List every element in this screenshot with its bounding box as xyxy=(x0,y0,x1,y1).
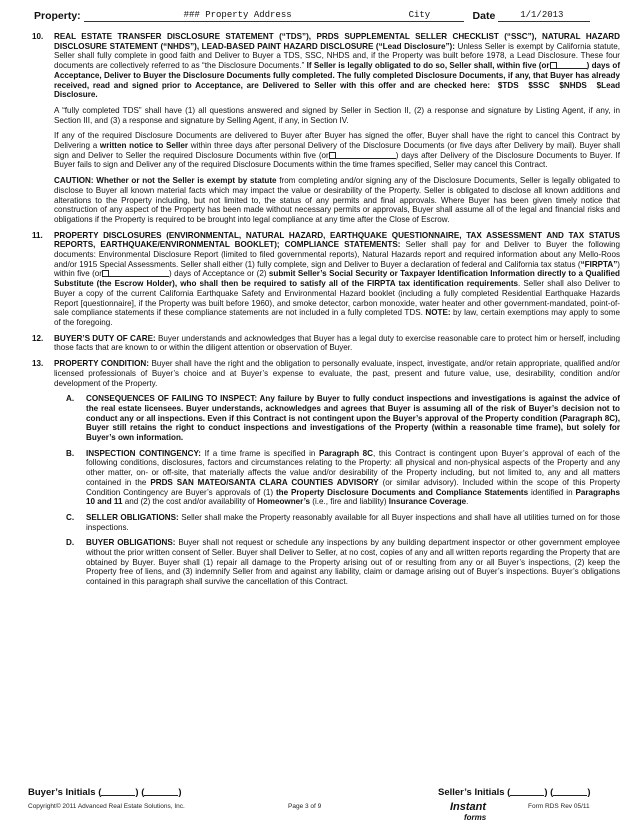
checkbox-label: TDS xyxy=(502,80,519,90)
text: Buyer shall not request or schedule any inspections by any building department inspector or other government employee without the prior written consent of Seller. Buyer shall Deliver to Seller, at no cost, copies of any and all written reports regarding the Property that are obtained by Buyer. Buyer shall (1) repair all damage to the Property arising out of or resulting from any or all Buyer’s inspections, (2) keep the Property free of liens, and (3) indemnify Seller from and against any liability, claim or damage arising out of Buyer’s inspections. Buyer’s obligations contained in this paragraph shall survive the cancellation of this Contract. xyxy=(86,538,620,587)
text-bold: CAUTION: Whether or not the Seller is exempt by statute xyxy=(54,176,277,186)
page-header xyxy=(34,10,614,26)
text: from completing and/or signing any of the Disclosure Documents, Seller is legally obligated to disclose to Buyer all known material facts which may impact the value or desirability of the Property. Seller is obligated to disclose all known additions and alterations to the Property including, but not limited to, the status of any permits and final approvals. Where Buyer has been given timely notice that construction of any aspect of the Property has been made without necessary permits or approvals, Buyer shall assume all of the legal and financial risks and obligations if the Property is required to be brought into legal compliance at any time after the Close of Escrow. xyxy=(54,176,620,224)
section-number: 12. xyxy=(32,333,44,343)
text-bold: INSPECTION CONTINGENCY: xyxy=(86,448,201,458)
section-number: 13. xyxy=(32,359,44,369)
text: If any of the required Disclosure Documents are delivered to Buyer after Buyer has signed the offer, Buyer shall have the right to cancel this Contract by Delivering a xyxy=(54,131,620,151)
property-address-value: ### Property Address xyxy=(183,10,292,20)
text-bold: the Property Disclosure Documents and Compliance Statements xyxy=(275,487,529,497)
checkbox[interactable] xyxy=(329,152,336,159)
text: (i.e., fire and liability) xyxy=(310,497,389,507)
logo-word-top: Instant xyxy=(450,801,487,813)
paragraph xyxy=(54,131,620,170)
text-bold: Homeowner’s xyxy=(256,497,311,507)
text: If a time frame is specified in xyxy=(201,448,320,458)
seller-initials-group: Seller’s Initials ( ) ( ) xyxy=(438,787,591,798)
checkbox-ssc[interactable]: $ xyxy=(528,80,533,90)
seller-initials-label: Seller’s Initials ( xyxy=(438,787,511,798)
text-bold: If Seller is legally obligated to do so, Seller shall, within five (or xyxy=(306,61,550,71)
checkbox-nhds[interactable]: $ xyxy=(559,80,564,90)
text: . Seller shall also Deliver to Buyer a copy of the current California Earthquake Safety and Environmental Hazard booklet (including a fully completed Residential Earthquake Hazards Report [questionnaire], if the Property was built before 1960), and smoke detector, carbon monoxide, water heater and other government-mandated, point-of-sale compliance statements if these compliance statements are not included in a fully completed TDS. xyxy=(54,279,620,318)
seller-initials-field-2[interactable] xyxy=(553,787,587,796)
city-value: City xyxy=(408,10,431,20)
text-bold: SELLER OBLIGATIONS: xyxy=(86,512,179,522)
checkbox-label: SSC xyxy=(532,80,550,90)
text-bold: Insurance Coverage xyxy=(388,497,467,507)
checkbox[interactable] xyxy=(550,62,557,69)
text: Seller shall pay for and Deliver to Buyer the following documents: Environmental Disclosure Report (limited to filed governmental reports), Natural Hazards report and required information about any Mello-Roos and/or 1915 Special Assessments. Seller shall either (1) fully complete, sign and Deliver to Buyer a declaration of federal and California tax status ( xyxy=(54,240,620,269)
page-number: Page 3 of 9 xyxy=(288,803,322,810)
checkbox-label: NHDS xyxy=(563,80,587,90)
text: within three days after personal Delivery of the Disclosure Documents (or five days after Delivery by mail). Buyer shall sign and Deliver to Seller the required Disclosure Documents within five (or xyxy=(54,141,620,160)
subsection-d xyxy=(64,538,620,587)
text-bold: BUYER OBLIGATIONS: xyxy=(86,538,176,548)
subsection-c xyxy=(64,513,620,532)
text: Buyer understands and acknowledges that Buyer has a legal duty to exercise reasonable care to protect him or herself, including those facts that are known to or within the diligent attention or observation of Buyer. xyxy=(54,333,620,353)
text-bold: Paragraphs 10 and 11 xyxy=(86,487,620,507)
form-revision: Form RDS Rev 05/11 xyxy=(528,803,590,810)
section-title: PROPERTY DISCLOSURES (ENVIRONMENTAL, NATURAL HAZARD, EARTHQUAKE QUESTIONNAIRE, TAX ASSESSMENT AND TAX STATUS REPORTS, EARTHQUAKE/ENVIRONMENTAL BOOKLET); COMPLIANCE STATEMENTS: xyxy=(54,230,620,250)
subsection-a xyxy=(64,394,620,443)
text-bold: CONSEQUENCES OF FAILING TO INSPECT: Any failure by Buyer to fully conduct inspections and investigations is against the advice of the real estate licensees. Buyer understands, acknowledges and agrees that Buyer is assuming all of the risk of Buyer’s decision not to conduct any or all inspections. Even if this Contract is not contingent upon the Buyer’s approval of the Property condition (Paragraph 8C), Buyer still retains the right to conduct inspections and investigations of the Property (within a reasonable time frame), but solely for Buyer’s own information. xyxy=(86,394,620,443)
text: and (2) the cost and/or availability of xyxy=(122,497,257,507)
subsection-letter: D. xyxy=(66,538,75,548)
blank-days[interactable] xyxy=(336,151,396,159)
paragraph xyxy=(54,334,620,353)
instant-forms-logo xyxy=(448,798,518,822)
date-field[interactable] xyxy=(498,10,590,22)
section-12 xyxy=(28,334,620,353)
property-label: Property: xyxy=(34,10,81,22)
text: ) days of Acceptance or (2) xyxy=(169,269,269,279)
page-footer xyxy=(28,803,618,810)
text: ) within five (or xyxy=(54,259,620,279)
seller-initials-field-1[interactable] xyxy=(510,787,544,796)
text-bold: NOTE: xyxy=(425,308,451,318)
checkbox-lead[interactable]: $ xyxy=(596,80,602,90)
section-11 xyxy=(28,231,620,328)
buyer-initials-field-2[interactable] xyxy=(144,787,178,796)
date-value: 1/1/2013 xyxy=(520,10,564,20)
text: identified in xyxy=(528,487,576,497)
text: , this Contract is contingent upon Buyer’s approval of each of the following conditions, disclosures, factors and circumstances relating to the Property: all physical and non-physical aspects of the Property and any other matter, on- or off-site, that materially affects the value and/or desirability of the Property including, but not limited to, any and all matters contained in the xyxy=(86,448,620,487)
checkbox[interactable] xyxy=(102,270,109,277)
text: Unless Seller is exempt by California statute, Seller shall fully complete in good faith and Deliver to Buyer a TDS, SSC, NHDS and, if the Property was built before 1978, a Lead Disclosure. These four documents are collectively referred to as “the Disclosure Documents.” xyxy=(54,41,620,71)
section-10-intro xyxy=(54,32,620,100)
section-number: 10. xyxy=(32,32,44,41)
caution-paragraph xyxy=(54,176,620,225)
text-bold: Paragraph 8C xyxy=(319,448,374,458)
logo-graphic xyxy=(448,798,518,822)
section-title: BUYER’S DUTY OF CARE: xyxy=(54,333,156,343)
subsection-letter: A. xyxy=(66,394,75,404)
buyer-initials-field-1[interactable] xyxy=(101,787,135,796)
paragraph xyxy=(54,359,620,388)
text: Seller shall make the Property reasonably available for all Buyer inspections and shall have all utilities turned on for those inspections. xyxy=(86,512,621,532)
copyright-text: Copyright© 2011 Advanced Real Estate Solutions, Inc. xyxy=(28,803,185,810)
section-10 xyxy=(28,32,620,225)
subsection-b xyxy=(64,449,620,507)
text-bold: written notice to Seller xyxy=(99,141,189,151)
logo-word-bottom: forms xyxy=(464,813,487,822)
section-13 xyxy=(28,359,620,587)
checkbox-tds[interactable]: $ xyxy=(497,80,503,90)
buyer-initials-label: Buyer’s Initials ( xyxy=(28,787,102,798)
text-bold: PRDS SAN MATEO/SANTA CLARA COUNTIES ADVISORY xyxy=(150,477,379,487)
blank-days[interactable] xyxy=(109,269,169,277)
section-title: REAL ESTATE TRANSFER DISCLOSURE STATEMENT (“TDS”), PRDS SUPPLEMENTAL SELLER CHECKLIST (“SSC”), NATURAL HAZARD DISCLOSURE STATEMENT (“NHDS”), LEAD-BASED PAINT HAZARD DISCLOSURE (“Lead Disclosure”): xyxy=(54,32,620,51)
text: ) days after Delivery of the Disclosure Documents to Buyer. If Buyer fails to sign and Deliver any of the required Disclosure Documents within the time frames specified, Seller may cancel this Contract. xyxy=(54,150,620,170)
subsection-letter: C. xyxy=(66,512,75,522)
property-field[interactable] xyxy=(84,10,464,22)
text: (or similar advisory). Included within the scope of this Property Condition Contingency are Buyer’s approvals of (1) xyxy=(86,477,621,497)
text-bold: ) days of Acceptance, Deliver to Buyer the Disclosure Documents fully completed. The fully completed Disclosure Documents, if any, that Buyer has already received, read and signed prior to Acceptance, are Delivered to Seller with this offer and are checked here: xyxy=(54,61,621,90)
subsection-letter: B. xyxy=(66,448,75,458)
text: Buyer shall have the right and the obligation to personally evaluate, inspect, investigate, and/or retain appropriate, qualified and/or licensed professionals of Buyer’s choice and at Buyer’s expense to evaluate, the past, present and future value, use, desirability, condition and/or development of the Property. xyxy=(54,359,621,388)
section-title: PROPERTY CONDITION: xyxy=(54,359,149,369)
text: . xyxy=(466,497,469,507)
text-bold: submit Seller’s Social Security or Taxpayer Identification Information directly to a Qualified Substitute (the Escrow Holder), who shall then be required to satisfy all of the FIRPTA tax identification requirements xyxy=(54,269,620,289)
checkbox-label: Lead Disclosure. xyxy=(54,80,621,100)
date-label: Date xyxy=(472,10,496,22)
initials-row: Buyer’s Initials ( ) ( ) Seller’s Initials ( ) ( ) xyxy=(28,787,591,798)
paragraph xyxy=(54,231,620,328)
text: by law, certain exemptions may apply to some of the foregoing. xyxy=(54,308,620,327)
paragraph: A “fully completed TDS” shall have (1) all questions answered and signed by Seller in Section II, (2) a response and signature by Listing Agent, if any, in Section III, and (3) a response and signature by Selling Agent, if any, in Section IV. xyxy=(54,105,620,125)
section-number: 11. xyxy=(32,230,43,240)
document-body xyxy=(28,32,620,593)
blank-days[interactable] xyxy=(557,61,587,69)
text-bold: “FIRPTA” xyxy=(580,259,618,269)
